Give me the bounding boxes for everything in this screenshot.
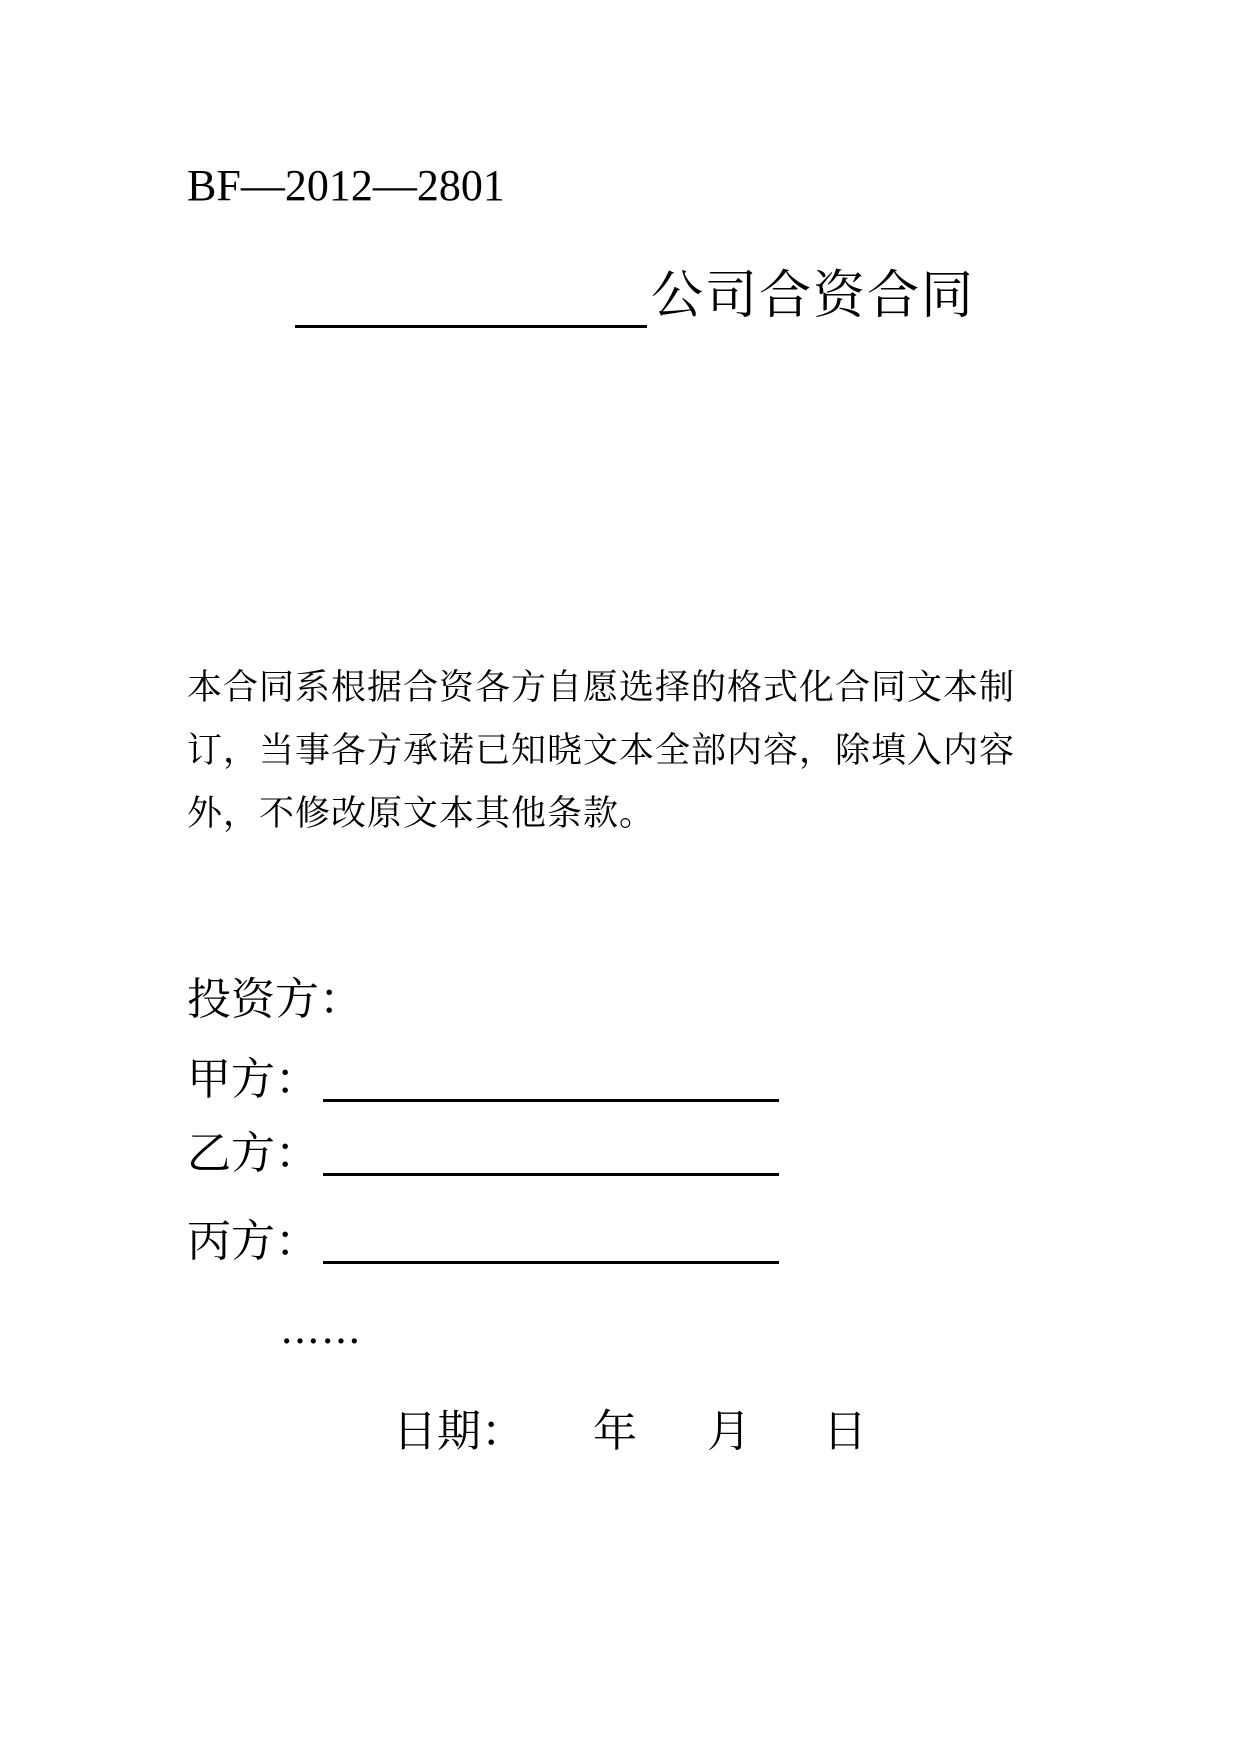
document-code: BF—2012—2801 (187, 161, 505, 210)
date-month-label: 月 (707, 1406, 751, 1457)
party-c-row (187, 1214, 779, 1270)
date-day-label: 日 (823, 1406, 867, 1457)
notice-line: 订，当事各方承诺已知晓文本全部内容，除填入内容 (187, 731, 1016, 771)
party-b-blank-line (323, 1127, 779, 1176)
contract-title-text: 公司合资合同 (651, 266, 976, 326)
investors-heading: 投资方： (187, 974, 363, 1025)
notice-line: 外，不修改原文本其他条款。 (187, 794, 656, 834)
party-b-label: 乙方： (187, 1128, 319, 1179)
date-label: 日期： (393, 1406, 525, 1457)
party-a-row (187, 1052, 779, 1108)
more-parties-ellipsis: …… (280, 1307, 362, 1353)
company-name-blank-line (295, 263, 647, 328)
party-a-label: 甲方： (187, 1054, 319, 1105)
contract-title (295, 258, 975, 328)
party-c-label: 丙方： (187, 1216, 319, 1267)
party-c-blank-line (323, 1215, 779, 1264)
notice-line: 本合同系根据合资各方自愿选择的格式化合同文本制 (187, 668, 1016, 708)
date-row (393, 1404, 867, 1460)
party-a-blank-line (323, 1053, 779, 1102)
format-contract-notice (187, 657, 1057, 846)
party-b-row (187, 1126, 779, 1182)
date-year-label: 年 (593, 1406, 637, 1457)
